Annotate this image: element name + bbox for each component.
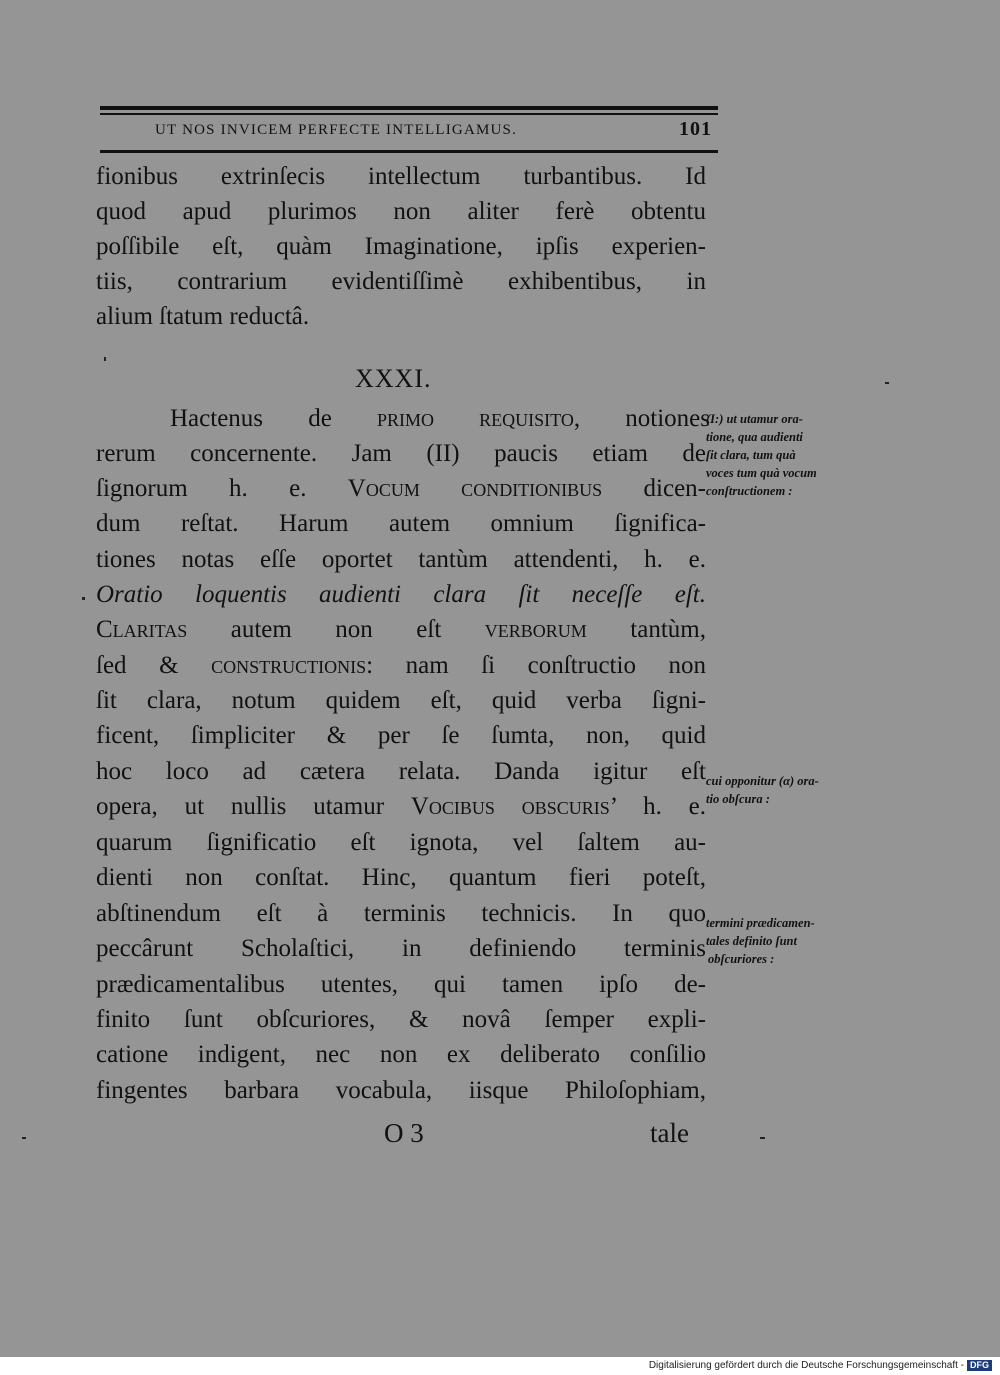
margin-note: (I:) ut utamur ora- tione, qua audienti ſit clara, tum quà voces tum quà vocum conſtructionem : [706,412,817,498]
running-title: UT NOS INVICEM PERFECTE INTELLIGAMUS. [155,122,518,138]
text-line: ficent, ſimpliciter & per ſe ſumta, non, quid [96,722,706,749]
text-line: fingentes barbara vocabula, iisque Philoſophiam, [96,1077,706,1104]
text-line: ſed & constructionis: nam ſi conſtructio non [96,652,706,679]
text-line: abſtinendum eſt à terminis technicis. In quo [96,900,706,927]
text-line: Claritas autem non eſt verborum tantùm, [96,616,706,643]
margin-note: termini prædicamen- tales definito ſunt obſcuriores : [706,916,815,966]
text-line: catione indigent, nec non ex deliberato conſilio [96,1041,706,1068]
speck-mark [82,597,85,600]
speck-mark [760,1137,765,1139]
text-line: ſit clara, notum quidem eſt, quid verba ſigni- [96,687,706,714]
text-line: dienti non conſtat. Hinc, quantum fieri poteſt, [96,864,706,891]
catchword: tale [650,1118,689,1148]
text-line: dum reſtat. Harum autem omnium ſignifica- [96,510,706,537]
text-line: hoc loco ad cætera relata. Danda igitur eſt [96,758,706,785]
speck-mark [885,382,889,384]
text-line: Oratio loquentis audienti clara ſit neceſſe eſt. [96,581,706,608]
header-rule-top-thin [100,113,718,115]
text-line: fionibus extrinſecis intellectum turbantibus. Id [96,163,706,190]
text-line: quarum ſignificatio eſt ignota, vel ſaltem au- [96,829,706,856]
text-line: quod apud plurimos non aliter ferè obtentu [96,198,706,225]
text-line: alium ſtatum reductâ. [96,303,310,330]
text-line: ſignorum h. e. Vocum conditionibus dicen- [96,475,706,502]
text-line: finito ſunt obſcuriores, & novâ ſemper expli- [96,1006,706,1033]
speck-mark [104,357,106,361]
text-line: poſſibile eſt, quàm Imaginatione, ipſis experien- [96,233,706,260]
margin-note: cui opponitur (α) ora- tio obſcura : [706,774,819,806]
text-line: tiis, contrarium evidentiſſimè exhibentibus, in [96,268,706,295]
footer-credit: Digitalisierung gefördert durch die Deutsche Forschungsgemeinschaft - DFG [649,1360,992,1371]
signature-mark: O 3 [384,1118,424,1148]
text-line: tiones notas eſſe oportet tantùm attendenti, h. e. [96,546,706,573]
text-line: rerum concernente. Jam (II) paucis etiam de [96,440,706,467]
header-rule-bottom [100,150,718,153]
text-line: Hactenus de primo requisito, notiones [170,405,711,432]
speck-mark [22,1137,26,1139]
page-number: 101 [679,118,712,140]
header-rule-top [100,106,718,110]
section-heading: XXXI. [355,364,432,393]
text-line: prædicamentalibus utentes, qui tamen ipſo de- [96,971,706,998]
text-line: opera, ut nullis utamur Vocibus obscuris’ h. e. [96,793,706,820]
text-line: peccârunt Scholaſtici, in definiendo terminis [96,935,706,962]
dfg-logo: DFG [967,1360,992,1371]
